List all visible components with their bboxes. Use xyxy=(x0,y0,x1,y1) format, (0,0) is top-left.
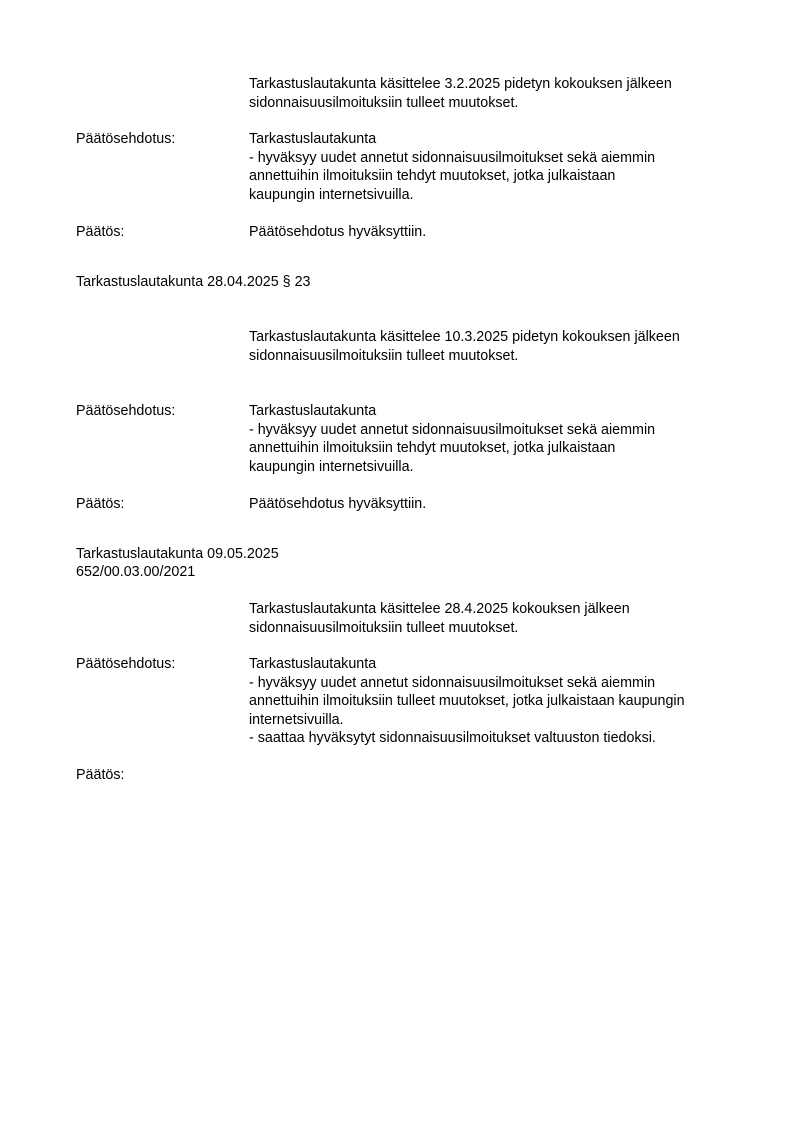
section-3-header xyxy=(76,545,279,581)
section-2-decision-label: Päätös: xyxy=(76,496,125,512)
intro-line: sidonnaisuusilmoituksiin tulleet muutokset. xyxy=(249,94,519,111)
section-1-decision-label: Päätös: xyxy=(76,224,125,240)
section-1-decision: Päätösehdotus hyväksyttiin. xyxy=(249,224,427,240)
section-1-intro xyxy=(249,75,672,112)
section-2-decision: Päätösehdotus hyväksyttiin. xyxy=(249,496,427,512)
intro-line: Tarkastuslautakunta käsittelee 3.2.2025 pidetyn kokouksen jälkeen xyxy=(249,76,672,92)
section-2-intro xyxy=(249,328,680,365)
proposal-line: annettuihin ilmoituksiin tulleet muutokset, jotka julkaistaan kaupungin xyxy=(249,693,685,709)
proposal-line: annettuihin ilmoituksiin tehdyt muutokset, jotka julkaistaan xyxy=(249,168,616,184)
intro-line: sidonnaisuusilmoituksiin tulleet muutokset. xyxy=(249,619,519,636)
proposal-line: kaupungin internetsivuilla. xyxy=(249,186,414,203)
section-3-proposal xyxy=(249,655,685,748)
proposal-line: Tarkastuslautakunta xyxy=(249,403,377,419)
intro-line: Tarkastuslautakunta käsittelee 28.4.2025 kokouksen jälkeen xyxy=(249,601,630,617)
meeting-header-line: Tarkastuslautakunta 28.04.2025 § 23 xyxy=(76,274,311,290)
meeting-header-line: Tarkastuslautakunta 09.05.2025 xyxy=(76,546,279,562)
intro-line: sidonnaisuusilmoituksiin tulleet muutokset. xyxy=(249,347,519,364)
proposal-line: - saattaa hyväksytyt sidonnaisuusilmoitukset valtuuston tiedoksi. xyxy=(249,730,656,746)
proposal-line: - hyväksyy uudet annetut sidonnaisuusilmoitukset sekä aiemmin xyxy=(249,674,656,691)
proposal-line: Tarkastuslautakunta xyxy=(249,131,377,147)
proposal-line: Tarkastuslautakunta xyxy=(249,656,377,672)
proposal-line: - hyväksyy uudet annetut sidonnaisuusilmoitukset sekä aiemmin xyxy=(249,421,656,438)
section-3-intro xyxy=(249,600,630,637)
section-1-proposal xyxy=(249,130,655,204)
section-1-proposal-label: Päätösehdotus: xyxy=(76,131,176,147)
intro-line: Tarkastuslautakunta käsittelee 10.3.2025 pidetyn kokouksen jälkeen xyxy=(249,329,680,345)
section-2-proposal-label: Päätösehdotus: xyxy=(76,403,176,419)
section-2-header xyxy=(76,273,310,291)
proposal-line: - hyväksyy uudet annetut sidonnaisuusilmoitukset sekä aiemmin xyxy=(249,149,656,166)
section-3-proposal-label: Päätösehdotus: xyxy=(76,656,176,672)
case-number: 652/00.03.00/2021 xyxy=(76,564,196,580)
proposal-line: kaupungin internetsivuilla. xyxy=(249,458,414,475)
proposal-line: internetsivuilla. xyxy=(249,711,344,728)
section-3-decision-label: Päätös: xyxy=(76,767,125,783)
proposal-line: annettuihin ilmoituksiin tehdyt muutokset, jotka julkaistaan xyxy=(249,440,616,456)
section-2-proposal xyxy=(249,402,655,476)
